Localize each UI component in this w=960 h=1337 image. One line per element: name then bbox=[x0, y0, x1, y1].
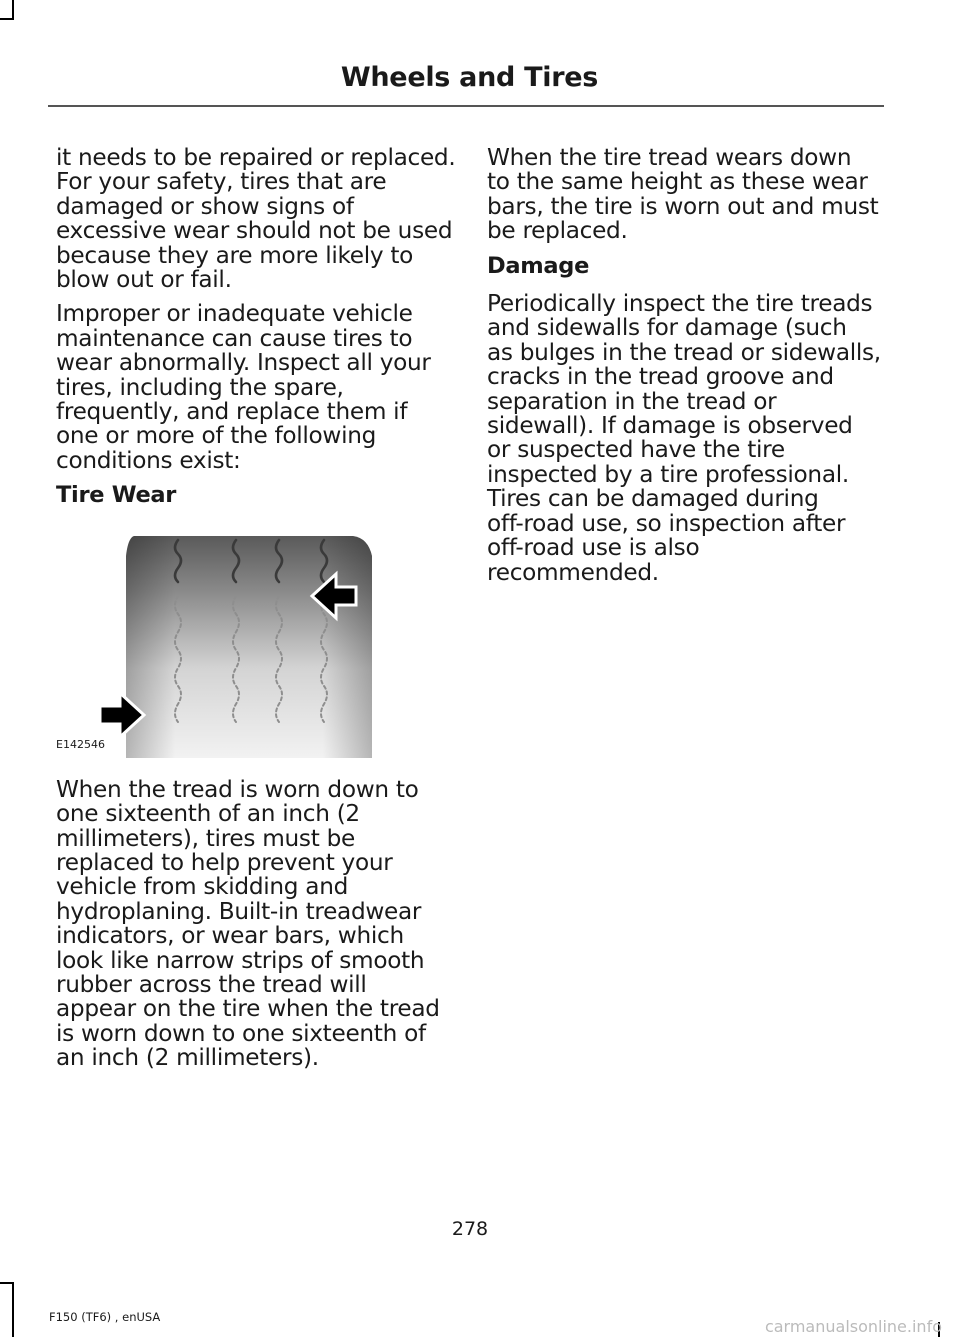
crop-mark-top-left bbox=[12, 0, 14, 20]
tire-tread-figure bbox=[56, 526, 386, 762]
section-title: Wheels and Tires bbox=[340, 62, 598, 93]
watermark: carmanualsonline.info bbox=[764, 1317, 942, 1336]
paragraph: When the tread is worn down to one sixteenth of an inch (2 millimeters), tires must be replaced to help prevent your vehicle from skidding and hydroplaning. Built-in treadwear indicators, or wear bars, which look like narrow strips of smooth rubber across the tread will appear on the tire when the tread is worn down to one sixteenth of an inch (2 millimeters). bbox=[56, 775, 440, 1072]
right-column bbox=[487, 146, 887, 595]
tire-wear-heading: Tire Wear bbox=[56, 482, 177, 509]
paragraph: it needs to be repaired or replaced. For your safety, tires that are damaged or show signs of excessive wear should not be used because they are more likely to blow out or fail. bbox=[56, 144, 456, 294]
tire-tread-illustration bbox=[56, 526, 386, 762]
damage-heading: Damage bbox=[487, 252, 590, 279]
left-column bbox=[56, 146, 456, 1081]
page-number: 278 bbox=[451, 1218, 489, 1240]
paragraph: Improper or inadequate vehicle maintenance can cause tires to wear abnormally. Inspect all your tires, including the spare, frequently, and replace them if one or more of the following conditions exist: bbox=[56, 300, 431, 474]
paragraph: Periodically inspect the tire treads and sidewalls for damage (such as bulges in the tread or sidewalls, cracks in the tread groove and separation in the tread or sidewall). If damage is observed or suspected have the tire inspected by a tire professional. Tires can be damaged during off-road use, so inspection after off-road use is also recommended. bbox=[487, 290, 881, 586]
header-divider bbox=[48, 105, 884, 107]
crop-mark-bottom-left bbox=[12, 1282, 14, 1337]
paragraph: When the tire tread wears down to the same height as these wear bars, the tire is worn out and must be replaced. bbox=[487, 144, 879, 245]
figure-id: E142546 bbox=[56, 738, 105, 752]
crop-mark-top-left-h bbox=[0, 18, 14, 20]
footer-label: F150 (TF6) , enUSA bbox=[49, 1310, 161, 1324]
crop-mark-bottom-left-h bbox=[0, 1282, 14, 1284]
